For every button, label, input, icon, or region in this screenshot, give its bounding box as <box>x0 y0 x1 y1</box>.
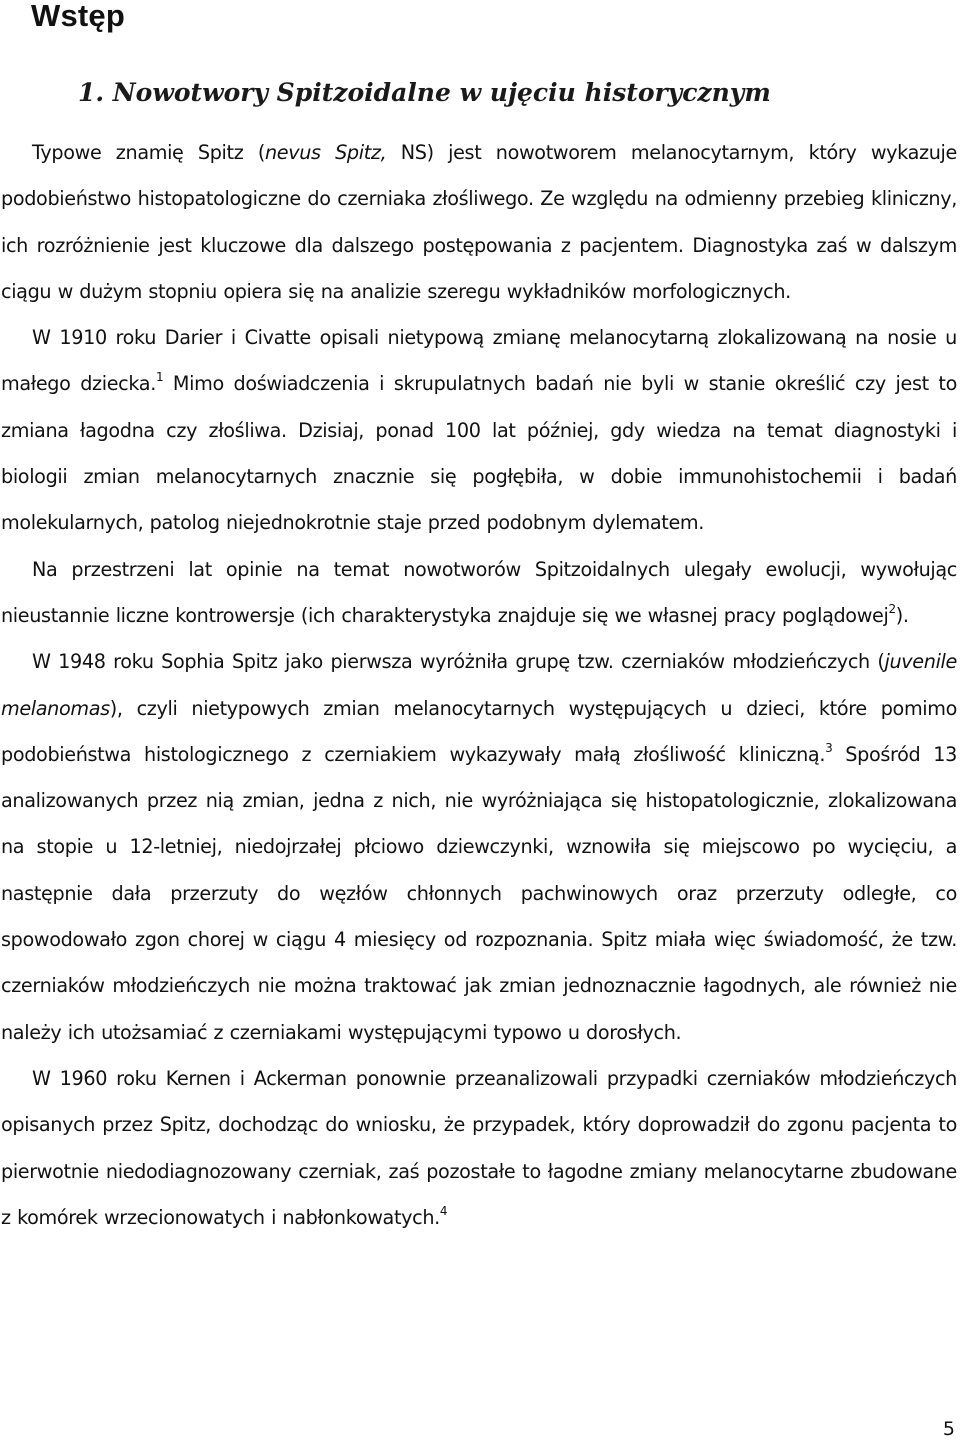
footnote-ref-1: 1 <box>155 370 164 385</box>
paragraph-4-text-d: Spośród 13 analizowanych przez nią zmian, jedna z nich, nie wyróżniająca się histopatologicznie, zlokalizowana na stopie u 12-letniej, niedojrzałej płciowo dziewczynki, wznowiła się miejscowo po wycięciu, a następnie dała przerzuty do węzłów chłonnych pachwinowych oraz przerzuty odległe, co spowodowało zgon chorej w ciągu 4 miesięcy od rozpoznania. Spitz miała więc świadomość, że tzw. czerniaków młodzieńczych nie można traktować jak zmian jednoznacznie łagodnych, ale również nie należy ich utożsamiać z czerniakami występującymi typowo u dorosłych. <box>1 742 957 1044</box>
footnote-ref-4: 4 <box>439 1203 448 1218</box>
paragraph-4-text-c: ), czyli nietypowych zmian melanocytarnych występujących u dzieci, które pomimo podobieństwa histologicznego z czerniakiem wykazywały małą złośliwość kliniczną. <box>1 696 957 766</box>
body-text <box>1 130 957 1241</box>
paragraph-4-italic: juvenile melanomas <box>1 650 957 720</box>
paragraph-4-text-a: W 1948 roku Sophia Spitz jako pierwsza wyróżniła grupę tzw. czerniaków młodzieńczych ( <box>32 650 885 674</box>
paragraph-1 <box>1 130 957 315</box>
paragraph-5-text-a: W 1960 roku Kernen i Ackerman ponownie przeanalizowali przypadki czerniaków młodzieńczych opisanych przez Spitz, dochodząc do wniosku, że przypadek, który doprowadził do zgonu pacjenta to pierwotnie niedodiagnozowany czerniak, zaś pozostałe to łagodne zmiany melanocytarne zbudowane z komórek wrzecionowatych i nabłonkowatych. <box>1 1066 957 1229</box>
paragraph-1-italic: nevus Spitz, <box>264 141 387 164</box>
footnote-ref-2: 2 <box>888 601 896 616</box>
chapter-title: Wstęp <box>31 0 125 33</box>
page-number: 5 <box>942 1418 955 1440</box>
section-title: 1. Nowotwory Spitzoidalne w ujęciu historycznym <box>78 78 771 107</box>
footnote-ref-3: 3 <box>825 740 833 755</box>
paragraph-2-text-a: W 1910 roku Darier i Civatte opisali nietypową zmianę melanocytarną zlokalizowaną na nosie u małego dziecka. <box>1 326 957 396</box>
paragraph-1-text-c: NS) jest nowotworem melanocytarnym, który wykazuje podobieństwo histopatologiczne do czerniaka złośliwego. Ze względu na odmienny przebieg kliniczny, ich rozróżnienie jest kluczowe dla dalszego postępowania z pacjentem. Diagnostyka zaś w dalszym ciągu w dużym stopniu opiera się na analizie szeregu wykładników morfologicznych. <box>1 141 957 303</box>
paragraph-3-text-a: Na przestrzeni lat opinie na temat nowotworów Spitzoidalnych ulegały ewolucji, wywołując nieustannie liczne kontrowersje (ich charakterystyka znajduje się we własnej pracy poglądowej <box>1 557 957 627</box>
paragraph-5 <box>1 1056 957 1241</box>
paragraph-4 <box>1 639 957 1056</box>
paragraph-3-text-b: ). <box>895 603 909 627</box>
paragraph-1-text-a: Typowe znamię Spitz ( <box>32 141 265 164</box>
paragraph-3 <box>1 547 957 640</box>
paragraph-2-text-b: Mimo doświadczenia i skrupulatnych badań nie byli w stanie określić czy jest to zmiana łagodna czy złośliwa. Dzisiaj, ponad 100 lat później, gdy wiedza na temat diagnostyki i biologii zmian melanocytarnych znacznie się pogłębiła, w dobie immunohistochemii i badań molekularnych, patolog niejednokrotnie staje przed podobnym dylematem. <box>1 372 957 535</box>
paragraph-2 <box>1 315 957 546</box>
